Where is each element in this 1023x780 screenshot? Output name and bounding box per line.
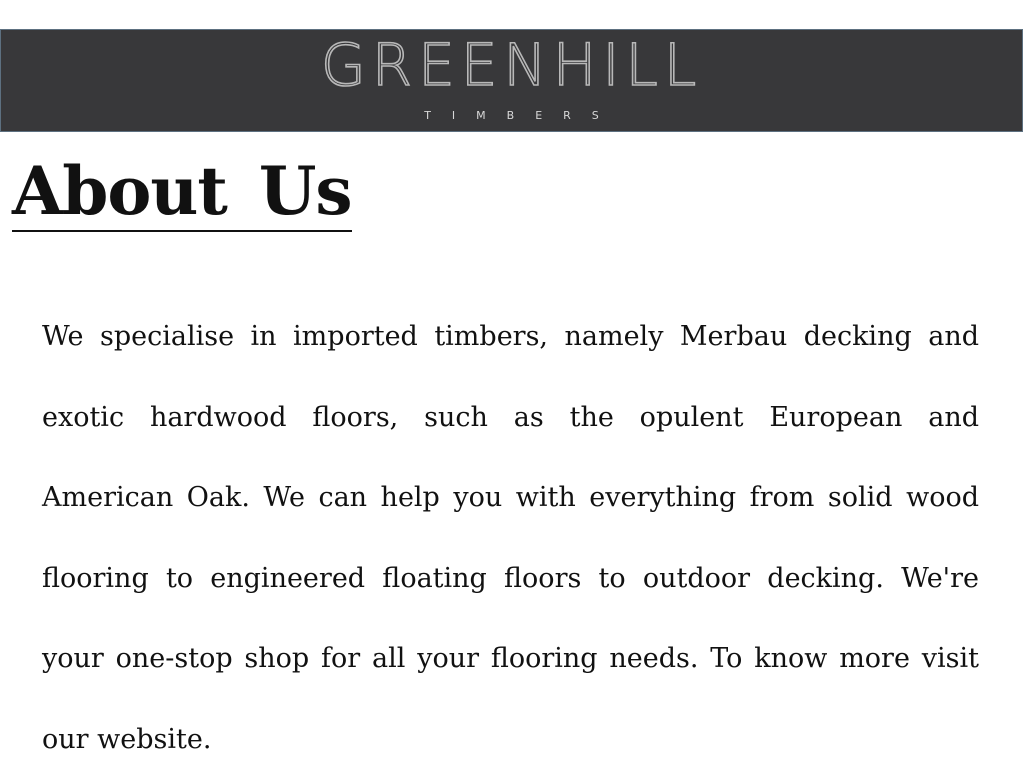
- logo-wordmark: GREENHILL: [320, 31, 703, 99]
- greenhill-timbers-logo: [1, 30, 1022, 131]
- about-paragraph: We specialise in imported timbers, namely Merbau decking and exotic hardwood floors, such as the opulent European and American Oak. We can help you with everything from solid wood flooring to engineered floating floors to outdoor decking. We're your one-stop shop for all your flooring needs. To know more visit our website.: [42, 321, 979, 755]
- header-banner: [0, 29, 1023, 132]
- page-title: About Us: [12, 152, 352, 230]
- logo-tagline: TIMBERS: [424, 109, 620, 122]
